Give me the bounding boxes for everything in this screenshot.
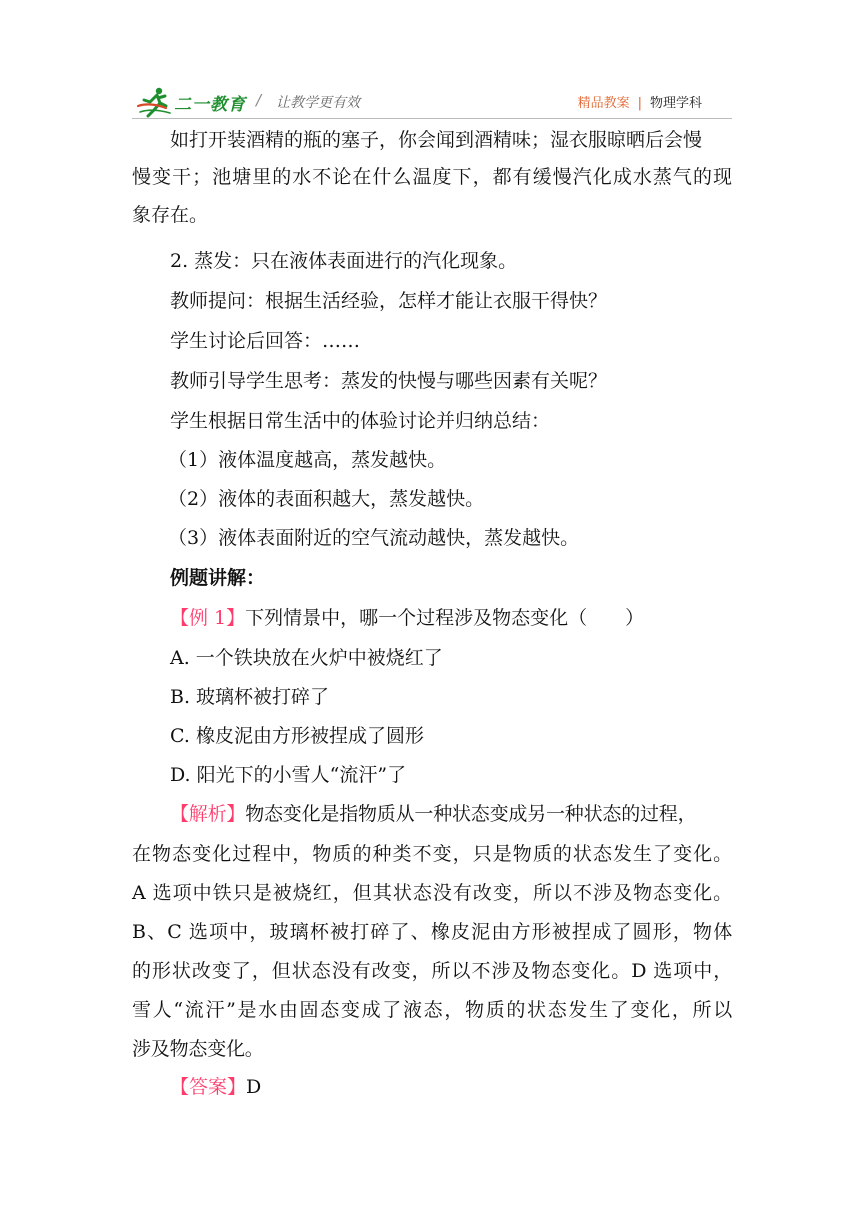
analysis-line: B、C 选项中，玻璃杯被打碎了、橡皮泥由方形被捏成了圆形，物体 [132, 921, 732, 943]
analysis-text: 物态变化是指物质从一种状态变成另一种状态的过程， [245, 803, 697, 825]
analysis-line: A 选项中铁只是被烧红，但其状态没有改变，所以不涉及物态变化。 [132, 882, 732, 904]
student-answer: 学生讨论后回答：…… [170, 330, 361, 352]
option-d: D. 阳光下的小雪人“流汗”了 [170, 764, 407, 786]
analysis-line: 在物态变化过程中，物质的种类不变，只是物质的状态发生了变化。 [132, 843, 732, 865]
paragraph-line: 慢变干；池塘里的水不论在什么温度下，都有缓慢汽化成水蒸气的现 [132, 166, 732, 188]
teacher-question: 教师提问：根据生活经验，怎样才能让衣服干得快？ [170, 290, 608, 312]
factor-item: （2）液体的表面积越大，蒸发越快。 [168, 488, 485, 510]
header-rule [132, 118, 732, 119]
evaporation-definition: 2. 蒸发：只在液体表面进行的汽化现象。 [170, 250, 518, 272]
analysis-line: 涉及物态变化。 [132, 1038, 264, 1060]
factor-item: （3）液体表面附近的空气流动越快，蒸发越快。 [168, 527, 580, 549]
example-question [170, 604, 770, 632]
factor-item: （1）液体温度越高，蒸发越快。 [168, 449, 447, 471]
answer-value: D [246, 1076, 262, 1098]
teacher-guide: 教师引导学生思考：蒸发的快慢与哪些因素有关呢？ [170, 370, 608, 392]
analysis-line: 的形状改变了，但状态没有改变，所以不涉及物态变化。D 选项中， [132, 960, 732, 982]
header-subject: 物理学科 [649, 96, 702, 111]
header-slash: / [256, 91, 262, 109]
student-summary: 学生根据日常生活中的体验讨论并归纳总结： [170, 410, 551, 432]
option-c: C. 橡皮泥由方形被捏成了圆形 [170, 725, 424, 747]
page-header [132, 80, 732, 120]
answer-line [170, 1073, 770, 1101]
example-label: 【例 1】 [170, 607, 246, 629]
brand-slogan: 让教学更有效 [276, 95, 360, 111]
header-tag: 精品教案 [577, 96, 630, 111]
example-question-text: 下列情景中，哪一个过程涉及物态变化（ ） [245, 607, 645, 629]
example-heading: 例题讲解： [170, 567, 266, 589]
answer-label: 【答案】 [170, 1076, 247, 1098]
analysis-label: 【解析】 [170, 803, 246, 825]
option-b: B. 玻璃杯被打碎了 [170, 686, 330, 708]
header-right [578, 92, 702, 111]
brand-name: 二一教育 [174, 95, 246, 115]
analysis-line: 雪人“流汗”是水由固态变成了液态，物质的状态发生了变化，所以 [132, 999, 732, 1021]
header-separator: | [637, 96, 642, 111]
paragraph-line: 如打开装酒精的瓶的塞子，你会闻到酒精味；湿衣服晾晒后会慢 [170, 129, 703, 151]
paragraph-line: 象存在。 [132, 204, 209, 226]
analysis-line [170, 800, 732, 828]
running-figure-logo-icon [136, 86, 176, 118]
option-a: A. 一个铁块放在火炉中被烧红了 [170, 647, 443, 669]
